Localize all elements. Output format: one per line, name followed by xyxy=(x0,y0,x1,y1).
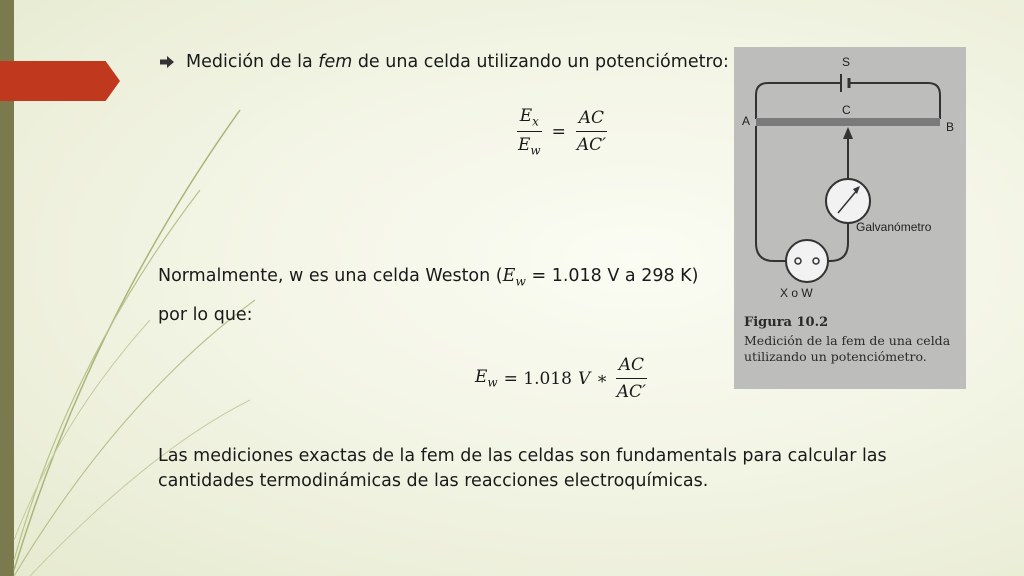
ratio-lhs-den-sub: w xyxy=(530,143,541,158)
arrow-bullet-icon xyxy=(160,56,174,68)
eq2-times: ∗ xyxy=(596,368,608,389)
weston-line xyxy=(158,266,698,289)
ratio-equals: = xyxy=(551,121,566,142)
ratio-lhs-den: E xyxy=(518,135,531,156)
label-xw: X o W xyxy=(780,286,813,300)
bullet-suffix: de una celda utilizando un potenciómetro: xyxy=(352,52,729,72)
bullet-emphasis: fem xyxy=(318,52,353,72)
label-c: C xyxy=(842,103,851,117)
bullet-heading xyxy=(160,52,729,72)
weston-symbol: E xyxy=(502,266,516,286)
eq2-lhs: E xyxy=(475,367,488,388)
eq2-mid: = 1.018 xyxy=(503,368,572,389)
eq2-lhs-sub: w xyxy=(487,375,498,390)
eq2-num: AC xyxy=(616,355,647,379)
bullet-prefix: Medición de la xyxy=(186,52,319,72)
eq2-unit: V xyxy=(577,368,591,389)
figure-caption-text: Medición de la fem de una celda utilizando un potenciómetro. xyxy=(744,333,951,364)
ratio-lhs-fraction xyxy=(515,106,544,158)
por-lo-que-text: por lo que: xyxy=(158,305,253,325)
ratio-rhs-num: AC xyxy=(576,108,607,132)
label-b: B xyxy=(946,120,955,134)
weston-equation xyxy=(475,355,649,402)
weston-symbol-sub: w xyxy=(515,274,526,289)
label-s: S xyxy=(842,55,851,69)
label-galvanometer: Galvanómetro xyxy=(856,220,932,234)
title-accent-arrow xyxy=(0,61,120,101)
potentiometer-figure xyxy=(734,47,966,389)
ratio-equation xyxy=(515,106,609,158)
ratio-lhs-num-sub: x xyxy=(532,114,539,129)
label-a: A xyxy=(742,114,751,128)
weston-suffix: = 1.018 V a 298 K) xyxy=(525,266,699,286)
weston-prefix: Normalmente, w es una celda Weston ( xyxy=(158,266,503,286)
ratio-rhs-fraction xyxy=(574,108,609,155)
ratio-lhs-num: E xyxy=(519,106,533,126)
ratio-rhs-den: AC′ xyxy=(576,135,607,156)
conclusion-paragraph: Las mediciones exactas de la fem de las celdas son fundamentals para calcular las cantidades termodinámicas de las reacciones electroquímicas. xyxy=(158,446,887,491)
figure-caption-title: Figura 10.2 xyxy=(744,315,829,330)
eq2-den: AC′ xyxy=(616,382,646,402)
eq2-fraction xyxy=(614,355,649,402)
